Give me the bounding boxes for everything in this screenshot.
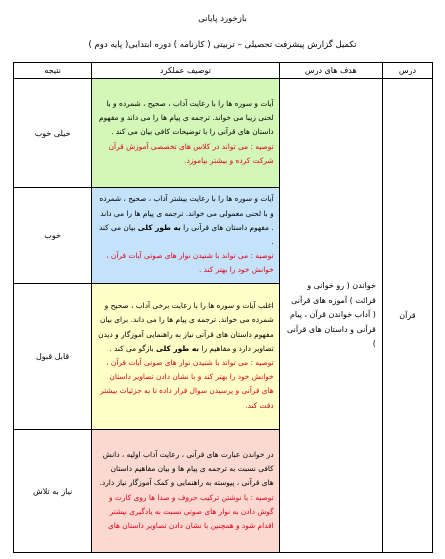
table-header-row (14, 63, 433, 79)
result-label: خیلی خوب (34, 128, 71, 138)
page-subtitle: تکمیل گزارش پیشرفت تحصیلی – تربیتی ( کارنامه ) دوره ابتدایی( پایه دوم ) (88, 40, 357, 50)
result-label: خوب (44, 231, 61, 240)
result-cell (14, 188, 92, 284)
description-emphasis: به طور کلی (156, 343, 200, 353)
description-emphasis: به طور کلی (137, 222, 181, 232)
description-cell (92, 430, 279, 553)
goal-text: خواندن ( رو خوانی و قرائت ) آموزه های قرآنی ( آداب خواندن قرآن ، پیام قرآنی و داستان های قرآنی ) (287, 281, 376, 349)
result-label: نیاز به تلاش (32, 486, 73, 496)
recommendation-text: توصیه : با نوشتن ترکیب حروف و صدا ها روی کارت و گوش دادن به نوار های صوتی نسبت به یادگیری بیشتر اقدام شود و همچنین با نشان دادن تصاویر داستان های (108, 492, 274, 530)
course-cell (382, 79, 432, 553)
page-title: بازخورد پایانی (198, 14, 247, 24)
description-text: در خواندن عبارت های قرآنی ، رعایت آداب اولیه ، دانش کافی نسبت به ترجمه ی پیام ها و بیان مفاهیم داستان های قرآنی ، پیوسته به راهنمایی و کمک آموزگار نیاز دارد. (99, 449, 274, 488)
recommendation-text: توصیه : می تواند در کلاس های تخصصی آموزش قرآن شرکت کرده و بیشتر بیاموزد. (108, 141, 274, 165)
report-table (13, 62, 433, 553)
description-text: آیات و سوره ها را با رعایت بیشتر آداب ، صحیح ، شمرده و با لحنی معمولی می خواند. ترجمه ی پیام ها را می داند . مفهوم داستان های قرآنی را (99, 194, 274, 232)
goal-cell (279, 79, 382, 553)
result-label: قابل قبول (35, 352, 70, 361)
description-text: اغلب آیات و سوره ها را با رعایت برخی آداب ، صحیح و شمرده می خواند. ترجمه ی پیام ها را می داند. برای بیان مفهوم داستان های قرآنی نیاز به راهنمایی آموزگار و دیدن تصاویر دارد و مفاهیم را (98, 301, 274, 353)
description-text-end: بیان می کند . (98, 222, 274, 246)
result-cell (14, 430, 92, 553)
description-text-end: بازگو می کند . (109, 343, 154, 353)
description-cell (92, 79, 279, 188)
description-text: آیات و سوره ها را با رعایت آداب ، صحیح ، شمرده و با لحنی زیبا می خواند. ترجمه ی پیام ها را می داند و مفهوم داستان های قرآنی را با توضیحات کافی بیان می کند . (99, 98, 274, 137)
header-description: توصیف عملکرد (92, 63, 279, 79)
result-cell (14, 284, 92, 430)
header-goal: هدف های درس (279, 63, 382, 79)
result-cell (14, 79, 92, 188)
recommendation-text: توصیه : می تواند با شنیدن نوار های صوتی آیات قرآن ، خوانش خود را بهتر کند و با نشان دادن تصاویر داستان های قرآنی و پرسیدن سوال قرار داده تا به جزئیات بیشتر دقت کند. (100, 358, 274, 410)
table-row (14, 79, 433, 188)
description-cell (92, 284, 279, 430)
course-name: قرآن (399, 311, 416, 320)
header-result: نتیجه (14, 63, 92, 79)
description-cell (92, 188, 279, 284)
recommendation-text: توصیه : می تواند با شنیدن نوار های صوتی آیات قرآن ، خوانش خود را بهتر کند . (106, 251, 274, 275)
header-course: درس (382, 63, 432, 79)
